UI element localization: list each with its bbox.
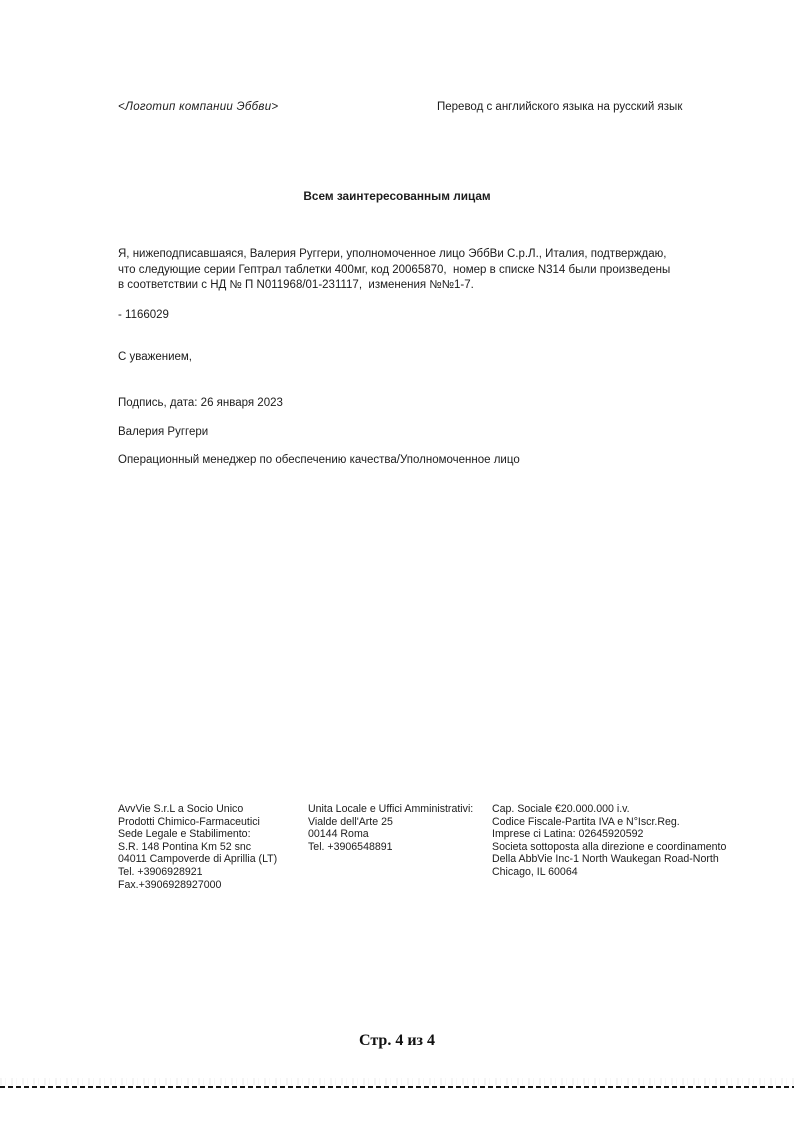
footer-column-legal-address [118, 803, 303, 891]
batch-number: - 1166029 [118, 309, 169, 321]
signer-name: Валерия Руггери [118, 426, 209, 438]
page-bottom-dashed-divider [0, 1086, 794, 1088]
footer-line: Chicago, IL 60064 [492, 865, 578, 878]
body-paragraph [118, 247, 718, 294]
footer-column-offices [308, 803, 488, 853]
page-number: Стр. 4 из 4 [359, 1032, 435, 1049]
footer-line: Cap. Sociale €20.000.000 i.v. [492, 803, 630, 815]
footer-line: Tel. +3906548891 [308, 840, 393, 853]
footer-line: S.R. 148 Pontina Km 52 snc [118, 840, 252, 853]
closing-salutation: С уважением, [118, 351, 192, 363]
signature-date-line: Подпись, дата: 26 января 2023 [118, 397, 283, 409]
company-logo-placeholder: <Логотип компании Эббви> [118, 101, 279, 113]
footer-line: Fax.+3906928927000 [118, 878, 222, 891]
footer-column-fiscal-info [492, 803, 737, 879]
footer-line: Unita Locale e Uffici Amministrativi: [308, 803, 474, 815]
body-paragraph-line: что следующие серии Гептрал таблетки 400мг, код 20065870, номер в списке N314 были произведены [118, 263, 671, 276]
footer-line: Tel. +3906928921 [118, 865, 203, 878]
body-paragraph-line: в соответствии с НД № П N011968/01-231117, изменения №№1-7. [118, 279, 474, 292]
footer-line: 04011 Campoverde di Aprillia (LT) [118, 853, 278, 866]
footer-line: AvvVie S.r.L a Socio Unico [118, 803, 244, 815]
signer-title: Операционный менеджер по обеспечению качества/Уполномоченное лицо [118, 454, 520, 466]
footer-line: Della AbbVie Inc-1 North Waukegan Road-North [492, 853, 719, 866]
footer-line: 00144 Roma [308, 828, 369, 841]
footer-line: Sede Legale e Stabilimento: [118, 828, 251, 841]
footer-line: Prodotti Chimico-Farmaceutici [118, 815, 260, 828]
body-paragraph-line: Я, нижеподписавшаяся, Валерия Руггери, уполномоченное лицо ЭббВи С.р.Л., Италия, подтверждаю, [118, 248, 667, 260]
footer-line: Imprese ci Latina: 02645920592 [492, 828, 644, 841]
scan-noise-band [0, 1078, 794, 1085]
footer-line: Societa sottoposta alla direzione e coordinamento [492, 840, 727, 853]
translation-direction-note: Перевод с английского языка на русский язык [437, 101, 683, 113]
footer-line: Vialde dell'Arte 25 [308, 815, 393, 828]
document-title: Всем заинтересованным лицам [303, 189, 491, 203]
footer-line: Codice Fiscale-Partita IVA e N°Iscr.Reg. [492, 815, 680, 828]
